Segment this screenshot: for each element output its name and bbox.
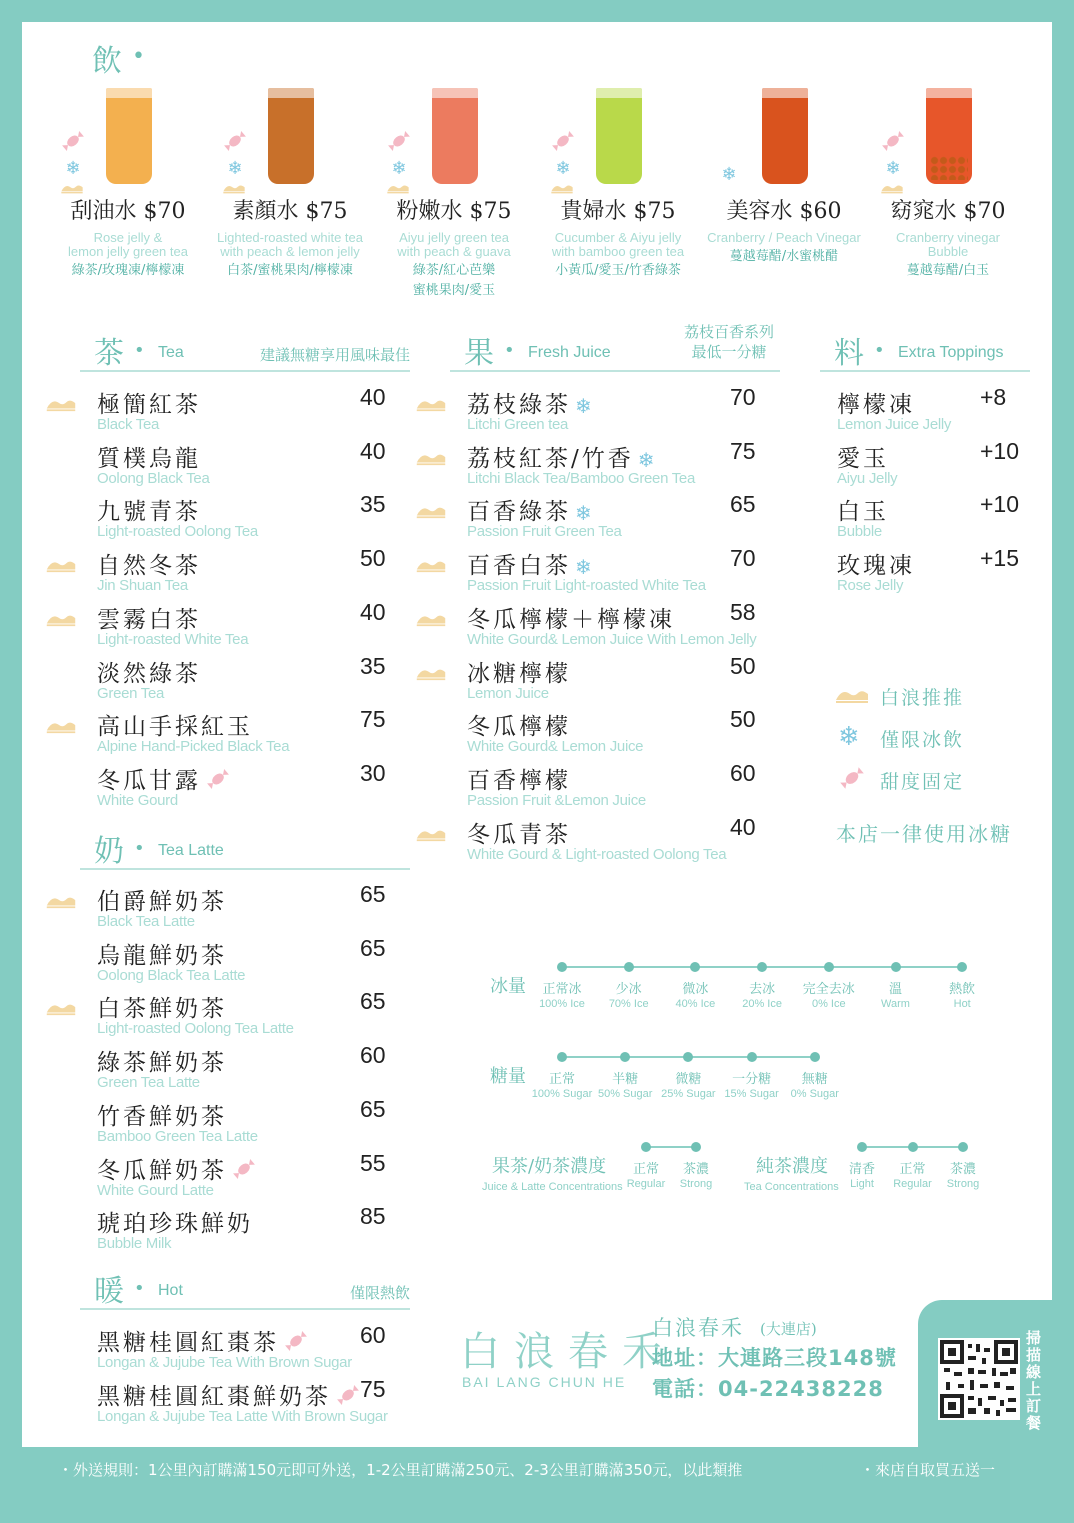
cup-lid <box>106 88 152 98</box>
item-name-en: Passion Fruit Green Tea <box>467 523 622 541</box>
scale-option-dot[interactable] <box>958 1142 968 1152</box>
juice-note-line2: 最低一分糖 <box>691 343 767 361</box>
drink-icons <box>878 128 906 198</box>
scale-option-dot[interactable] <box>810 1052 820 1062</box>
section-tea-en: Tea <box>158 344 184 361</box>
item-name: 愛玉 <box>837 445 889 472</box>
section-latte-header <box>80 832 410 870</box>
drink-cup-image <box>596 88 642 184</box>
snowflake-icon: ❄ <box>65 158 81 179</box>
item-name-en: White Gourd & Light-roasted Oolong Tea <box>467 845 727 863</box>
wave-icon <box>548 182 576 194</box>
item-name: 檸檬凍 <box>837 392 915 418</box>
item-price: 40 <box>730 813 756 840</box>
item-name-en: Light-roasted Oolong Tea Latte <box>97 1020 294 1038</box>
menu-item[interactable] <box>97 883 400 937</box>
item-price: 70 <box>730 384 756 410</box>
scale-option-en: 40% Ice <box>675 998 716 1010</box>
section-hot-en: Hot <box>158 1282 183 1299</box>
drink-icons <box>384 128 412 198</box>
item-name: 琥珀珍珠鮮奶 <box>97 1211 253 1238</box>
item-name: 荔枝綠茶 ❄ <box>467 392 595 418</box>
scale-option-label: 茶濃 <box>682 1162 709 1177</box>
cup-lid <box>432 88 478 98</box>
section-juice-header <box>450 323 780 372</box>
drink-ingredients: 白茶/蜜桃果肉/檸檬凍 <box>227 263 353 278</box>
title-dot: • <box>134 1278 145 1299</box>
scale-option-dot[interactable] <box>557 1052 567 1062</box>
snowflake-icon: ❄ <box>838 722 860 752</box>
section-hot-title: 暖 <box>94 1274 124 1309</box>
drink-description <box>374 231 534 301</box>
item-price: 35 <box>360 652 386 679</box>
item-name: 冬瓜甘露 <box>97 762 231 798</box>
menu-item[interactable] <box>97 708 400 762</box>
item-price: 60 <box>360 1042 386 1069</box>
item-name: 淡然綠茶 <box>97 660 201 687</box>
item-price: 40 <box>360 437 386 464</box>
menu-item[interactable] <box>97 759 400 816</box>
scale-option-en: 0% Sugar <box>790 1088 839 1100</box>
item-price: 70 <box>730 545 756 572</box>
section-tea-note: 建議無糖享用風味最佳 <box>259 346 410 364</box>
item-name-en: Aiyu Jelly <box>837 469 898 487</box>
cup-lid <box>268 88 314 98</box>
snowflake-icon: ❄ <box>575 394 595 418</box>
candy-icon <box>386 128 412 158</box>
item-price: 40 <box>360 598 386 625</box>
item-name: 冰糖檸檬 <box>467 660 571 687</box>
item-price: 75 <box>360 1375 386 1402</box>
store-address: 地址：大連路三段148號 <box>652 1346 897 1370</box>
section-drinks-title: 飲 <box>92 44 122 79</box>
scale-option-label: 微冰 <box>682 982 709 997</box>
item-name: 百香綠茶 ❄ <box>467 499 595 526</box>
drink-icons <box>714 128 742 185</box>
conc2-sub: Tea Concentrations <box>744 1181 839 1193</box>
section-latte-title: 奶 <box>94 834 124 869</box>
scale-option-dot[interactable] <box>691 1142 701 1152</box>
item-name-en: Bubble <box>837 523 882 541</box>
menu-item[interactable] <box>97 1205 400 1259</box>
brand-logo: 白浪春禾 <box>460 1329 676 1375</box>
section-toppings-en: Extra Toppings <box>898 344 1004 361</box>
item-price: 35 <box>360 491 386 518</box>
item-name: 自然冬茶 <box>97 553 201 580</box>
scale-option-dot[interactable] <box>624 962 634 972</box>
item-name-en: Rose Jelly <box>837 577 904 595</box>
qr-caption: 掃描線上訂餐 <box>1026 1329 1042 1432</box>
item-name-en: Longan & Jujube Tea With Brown Sugar <box>97 1354 352 1371</box>
menu-item[interactable] <box>97 652 400 709</box>
item-price: +10 <box>980 491 1020 518</box>
scale-option-label: 一分糖 <box>732 1072 772 1087</box>
drink-ingredients: 小黃瓜/愛玉/竹香綠茶 <box>555 263 681 278</box>
wave-icon <box>878 182 906 194</box>
item-price: 65 <box>360 881 386 907</box>
drink-en: Rose jelly & lemon jelly green tea <box>68 230 188 259</box>
wave-icon <box>384 182 412 194</box>
drink-ingredients: 蔓越莓醋/水蜜桃醋 <box>729 249 839 264</box>
drink-icons <box>220 128 248 198</box>
menu-item[interactable] <box>467 493 770 547</box>
conc2-title: 純茶濃度 <box>756 1156 828 1177</box>
snowflake-icon: ❄ <box>555 158 571 179</box>
drink-icons <box>58 128 86 198</box>
ice-title: 冰量 <box>490 976 526 997</box>
menu-item[interactable] <box>467 547 770 601</box>
menu-item[interactable] <box>467 598 770 655</box>
menu-item[interactable] <box>97 1324 400 1378</box>
wave-icon <box>413 557 449 573</box>
wave-icon <box>43 1000 79 1016</box>
item-price: +10 <box>980 437 1020 464</box>
scale-option-label: 半糖 <box>612 1072 639 1087</box>
menu-item[interactable] <box>97 598 400 655</box>
item-name-en: Green Tea <box>97 684 165 702</box>
item-name-en: Oolong Black Tea Latte <box>97 966 246 984</box>
scale-option-dot[interactable] <box>891 962 901 972</box>
item-name: 高山手採紅玉 <box>97 714 253 741</box>
drink-name: 窈窕水 $70 <box>890 199 1006 224</box>
item-price: +15 <box>980 545 1020 572</box>
scale-line <box>646 1146 696 1148</box>
scale-option-label: 清香 <box>848 1162 875 1177</box>
item-name-en: Light-roasted Oolong Tea <box>97 523 258 541</box>
item-name-en: Litchi Black Tea/Bamboo Green Tea <box>467 469 696 487</box>
snowflake-icon: ❄ <box>227 158 243 179</box>
item-name-en: Bamboo Green Tea Latte <box>97 1127 258 1145</box>
wave-icon <box>43 893 79 909</box>
scale-option-label: 微糖 <box>675 1072 702 1087</box>
candy-icon <box>60 128 86 158</box>
legend-ice-sugar: 本店一律使用冰糖 <box>836 822 1012 846</box>
item-name: 白玉 <box>837 499 889 526</box>
item-price: 30 <box>360 759 386 786</box>
item-name: 綠茶鮮奶茶 <box>97 1050 227 1077</box>
item-name: 九號青茶 <box>97 499 201 526</box>
snowflake-icon: ❄ <box>575 555 595 580</box>
drink-name: 刮油水 $70 <box>70 199 186 224</box>
cup-lid <box>926 88 972 98</box>
scale-option-en: 70% Ice <box>608 998 649 1010</box>
candy-icon <box>231 1156 257 1188</box>
scale-option-en: 25% Sugar <box>661 1088 716 1100</box>
wave-icon <box>413 396 449 412</box>
menu-item[interactable] <box>97 493 400 547</box>
candy-icon <box>205 766 231 798</box>
scale-option-en: 20% Ice <box>742 998 782 1010</box>
scale-option-en: 0% Ice <box>811 998 846 1010</box>
item-name-en: Black Tea <box>97 416 160 433</box>
pickup-promo: ・來店自取買五送一 <box>860 1461 996 1479</box>
item-name: 竹香鮮奶茶 <box>97 1103 227 1130</box>
scale-option-en: Hot <box>953 998 971 1010</box>
menu-item[interactable] <box>467 652 770 709</box>
drink-name: 素顏水 $75 <box>232 199 348 224</box>
item-price: 85 <box>360 1203 386 1230</box>
candy-icon <box>838 764 866 792</box>
item-name-en: Alpine Hand-Picked Black Tea <box>97 738 290 756</box>
menu-item[interactable] <box>97 1044 400 1098</box>
conc1-sub: Juice & Latte Concentrations <box>482 1181 623 1193</box>
scale-option-dot[interactable] <box>747 1052 757 1062</box>
item-name: 荔枝紅茶/竹香 ❄ <box>467 445 658 472</box>
item-price: 75 <box>360 706 386 733</box>
store-phone[interactable]: 電話：04-22438228 <box>652 1377 884 1401</box>
item-name-en: White Gourd& Lemon Juice With Lemon Jelly <box>467 630 757 648</box>
section-juice-en: Fresh Juice <box>528 344 611 361</box>
item-price: 65 <box>360 988 386 1015</box>
item-name: 極簡紅茶 <box>97 392 201 418</box>
drink-description <box>538 231 698 281</box>
section-juice-title: 果 <box>464 336 494 371</box>
scale-option-en: Warm <box>881 998 910 1010</box>
drink-cup-image <box>762 88 808 184</box>
item-price: 50 <box>730 706 756 733</box>
wave-icon <box>43 396 79 412</box>
menu-item[interactable] <box>467 759 770 816</box>
conc1-title: 果茶/奶茶濃度 <box>492 1156 607 1177</box>
item-name: 伯爵鮮奶茶 <box>97 889 227 915</box>
menu-item[interactable] <box>97 386 400 440</box>
wave-icon <box>834 686 870 704</box>
drink-en: Aiyu jelly green tea with peach & guava <box>397 230 511 259</box>
item-name: 冬瓜檸檬 <box>467 714 571 741</box>
menu-item[interactable] <box>467 813 770 870</box>
menu-item[interactable] <box>97 1095 400 1152</box>
drink-icons <box>548 128 576 198</box>
legend-recommend: 白浪推推 <box>880 687 965 709</box>
drink-name: 美容水 $60 <box>726 199 842 224</box>
scale-option-en: 15% Sugar <box>724 1088 779 1100</box>
scale-option-en: 100% Sugar <box>531 1088 593 1100</box>
footer <box>0 1448 1074 1488</box>
item-name: 白茶鮮奶茶 <box>97 996 227 1023</box>
item-name: 烏龍鮮奶茶 <box>97 942 227 969</box>
legend-fixed-sweet: 甜度固定 <box>880 771 965 793</box>
item-name: 冬瓜青茶 <box>467 821 571 848</box>
item-price: 65 <box>730 491 756 518</box>
item-name: 黑糖桂圓紅棗茶 <box>97 1324 309 1360</box>
item-price: 75 <box>730 437 756 464</box>
item-price: 50 <box>730 652 756 679</box>
section-toppings-header <box>820 334 1030 372</box>
drink-en: Cucumber & Aiyu jelly with bamboo green tea <box>551 230 685 259</box>
drink-description <box>868 231 1028 281</box>
drink-description <box>48 231 208 281</box>
item-name: 冬瓜檸檬＋檸檬凍 <box>467 606 675 633</box>
cup-lid <box>762 88 808 98</box>
item-name-en: Lemon Juice Jelly <box>837 416 952 433</box>
item-name: 百香白茶 ❄ <box>467 553 595 580</box>
scale-option-en: 100% Ice <box>539 998 585 1010</box>
item-name-en: White Gourd Latte <box>97 1181 214 1199</box>
juice-note-line1: 荔枝百香系列 <box>683 323 774 341</box>
section-tea-title: 茶 <box>94 336 124 371</box>
bubble-pearls <box>930 156 968 180</box>
cup-lid <box>596 88 642 98</box>
menu-item[interactable] <box>837 437 1020 494</box>
item-price: 40 <box>360 384 386 410</box>
item-name-en: White Gourd <box>97 791 178 809</box>
drink-en: Cranberry vinegar Bubble <box>895 230 1001 259</box>
section-tea-header <box>80 334 410 372</box>
scale-option-dot[interactable] <box>557 962 567 972</box>
scale-option-en: 50% Sugar <box>597 1088 653 1100</box>
drink-cup-image <box>268 88 314 184</box>
candy-icon <box>222 128 248 158</box>
item-name: 冬瓜鮮奶茶 <box>97 1152 257 1188</box>
item-name-en: Lemon Juice <box>467 684 549 702</box>
item-price: 65 <box>360 934 386 961</box>
title-dot: • <box>874 340 885 361</box>
scale-option-en: Regular <box>626 1178 666 1190</box>
drink-ingredients: 蔓越莓醋/白玉 <box>906 263 990 278</box>
drink-en: Lighted-roasted white tea with peach & lemon jelly <box>217 230 363 259</box>
legend-iced-only: 僅限冰飲 <box>880 729 965 751</box>
scale-option-label: 無糖 <box>801 1072 828 1087</box>
drink-ingredients: 綠茶/玫瑰凍/檸檬凍 <box>71 263 185 278</box>
item-name-en: Passion Fruit Light-roasted White Tea <box>467 577 706 595</box>
item-name-en: Oolong Black Tea <box>97 469 210 487</box>
scale-option-dot[interactable] <box>824 962 834 972</box>
scale-option-en: Strong <box>679 1178 713 1190</box>
drink-name: 貴婦水 $75 <box>560 199 676 224</box>
menu-item[interactable] <box>837 493 1020 547</box>
section-latte-en: Tea Latte <box>158 842 224 859</box>
candy-icon <box>550 128 576 158</box>
scale-option-label: 正常 <box>899 1162 926 1177</box>
wave-icon <box>413 611 449 627</box>
menu-item[interactable] <box>837 386 1020 440</box>
menu-item[interactable] <box>97 1149 400 1206</box>
scale-option-label: 少冰 <box>615 982 642 997</box>
qr-code[interactable] <box>938 1338 1020 1420</box>
menu-item[interactable] <box>97 990 400 1044</box>
scale-option-dot[interactable] <box>857 1142 867 1152</box>
scale-option-label: 完全去冰 <box>802 982 855 997</box>
menu-item[interactable] <box>97 1375 400 1432</box>
wave-icon <box>220 182 248 194</box>
candy-icon <box>880 128 906 158</box>
scale-option-label: 熱飲 <box>949 982 976 997</box>
item-name: 百香檸檬 <box>467 767 571 794</box>
item-name-en: Black Tea Latte <box>97 913 195 930</box>
title-dot: • <box>504 340 515 361</box>
item-price: 60 <box>730 759 756 786</box>
drink-name: 粉嫩水 $75 <box>396 199 512 224</box>
scale-option-dot[interactable] <box>641 1142 651 1152</box>
item-name-en: White Gourd& Lemon Juice <box>467 738 644 756</box>
scale-option-label: 正常 <box>548 1072 575 1087</box>
item-name-en: Green Tea Latte <box>97 1074 200 1092</box>
brand-logo-en: BAI LANG CHUN HE <box>462 1374 627 1390</box>
title-dot: • <box>134 340 145 361</box>
scale-option-dot[interactable] <box>908 1142 918 1152</box>
item-price: 55 <box>360 1149 386 1176</box>
wave-icon <box>43 557 79 573</box>
drink-ingredients: 綠茶/紅心芭樂 蜜桃果肉/愛玉 <box>412 263 496 298</box>
scale-option-label: 去冰 <box>749 982 776 997</box>
item-name: 玫瑰凍 <box>837 553 915 580</box>
scale-option-en: Strong <box>946 1178 980 1190</box>
item-name-en: Litchi Green tea <box>467 416 569 433</box>
title-dot: • <box>134 838 145 859</box>
wave-icon <box>413 450 449 466</box>
store-name: 白浪春禾 <box>652 1316 744 1340</box>
wave-icon <box>413 826 449 842</box>
snowflake-icon: ❄ <box>721 164 737 185</box>
drink-description <box>210 231 370 281</box>
menu-item[interactable] <box>467 437 770 494</box>
title-dot: • <box>132 44 145 69</box>
snowflake-icon: ❄ <box>391 158 407 179</box>
section-hot-header <box>80 1272 410 1310</box>
item-name-en: Bubble Milk <box>97 1235 172 1253</box>
scale-option-en: Regular <box>893 1178 932 1190</box>
scale-option-en: Light <box>850 1178 874 1190</box>
menu-item[interactable] <box>97 437 400 494</box>
scale-option-label: 溫 <box>888 982 902 997</box>
item-price: 58 <box>730 598 756 625</box>
wave-icon <box>413 665 449 681</box>
snowflake-icon: ❄ <box>885 158 901 179</box>
drink-cup-image <box>432 88 478 184</box>
item-price: 50 <box>360 545 386 572</box>
item-name: 黑糖桂圓紅棗鮮奶茶 <box>97 1378 361 1414</box>
scale-option-label: 茶濃 <box>949 1162 976 1177</box>
menu-item[interactable] <box>467 708 770 762</box>
snowflake-icon: ❄ <box>637 447 658 472</box>
sugar-title: 糖量 <box>490 1066 526 1087</box>
item-name-en: Longan & Jujube Tea Latte With Brown Sugar <box>97 1407 388 1425</box>
menu-item[interactable] <box>97 934 400 991</box>
item-name-en: Jin Shuan Tea <box>97 577 188 595</box>
scale-option-label: 正常 <box>632 1162 659 1177</box>
menu-item[interactable] <box>467 386 770 440</box>
item-name: 質樸烏龍 <box>97 445 201 472</box>
snowflake-icon: ❄ <box>575 501 595 526</box>
item-price: 65 <box>360 1095 386 1122</box>
menu-item[interactable] <box>97 547 400 601</box>
menu-item[interactable] <box>837 547 1020 601</box>
drink-description <box>704 231 864 267</box>
item-name: 雲霧白茶 <box>97 606 201 633</box>
item-price: 60 <box>360 1322 386 1348</box>
item-price: +8 <box>980 384 1007 410</box>
section-hot-note: 僅限熱飲 <box>349 1284 410 1302</box>
item-name-en: Light-roasted White Tea <box>97 630 249 648</box>
drink-en: Cranberry / Peach Vinegar <box>707 230 861 245</box>
delivery-rule: ・外送規則：1公里內訂購滿150元即可外送，1-2公里訂購滿250元、2-3公里訂購滿350元，以此類推 <box>58 1461 743 1479</box>
wave-icon <box>43 611 79 627</box>
item-name-en: Passion Fruit &Lemon Juice <box>467 791 646 809</box>
drink-cup-image <box>926 88 972 184</box>
drink-cup-image <box>106 88 152 184</box>
wave-icon <box>413 503 449 519</box>
wave-icon <box>43 718 79 734</box>
scale-option-label: 正常冰 <box>542 982 582 997</box>
section-juice-note <box>684 322 774 362</box>
wave-icon <box>58 182 86 194</box>
section-toppings-title: 料 <box>834 336 864 371</box>
store-branch: (大連店) <box>760 1320 817 1338</box>
